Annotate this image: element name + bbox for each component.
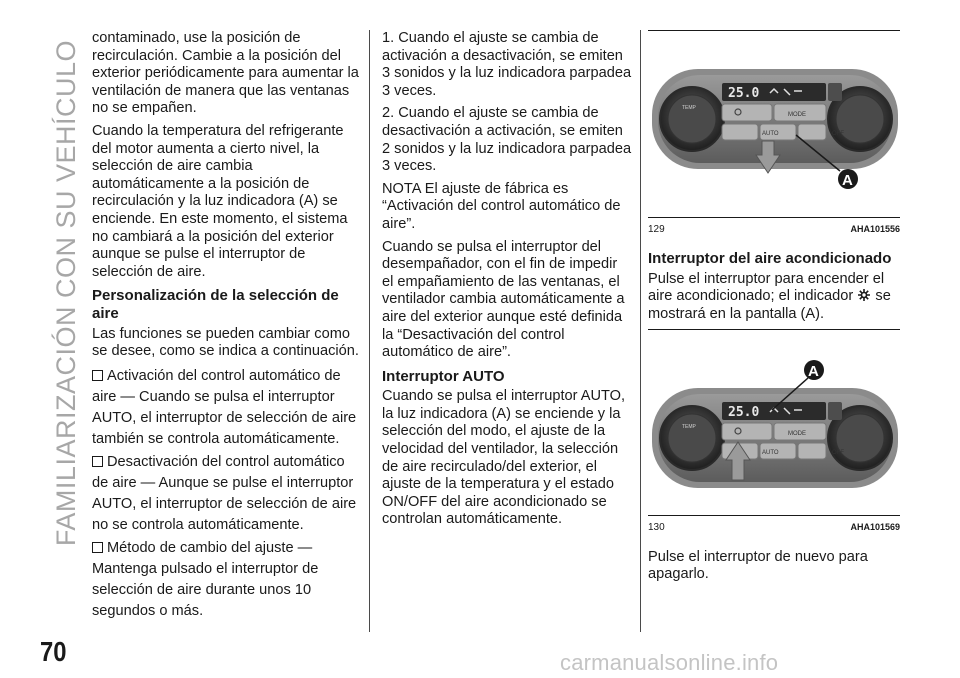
off-button-label: OFF — [832, 449, 844, 456]
list-item: Activación del control automático de aire — Cuando se pulsa el interruptor AUTO, el interruptor de selección de aire también se controla automáticamente. — [92, 367, 357, 447]
paragraph: Cuando se pulsa el interruptor AUTO, la luz indicadora (A) se enciende y la selección del modo, el ajuste de la velocidad del ventilador, la selección de aire recirculado/del exterior, el ajuste de la temperatura y el estado ON/OFF del aire acondicionado se controlan automáticamente. — [382, 388, 626, 528]
figure-130 — [648, 329, 900, 537]
page-number: 70 — [40, 636, 67, 667]
off-button-label: OFF — [832, 131, 844, 137]
callout-label: A — [842, 172, 853, 189]
column-3 — [648, 30, 900, 589]
section-heading: Interruptor AUTO — [382, 367, 505, 385]
climate-panel-illustration — [648, 31, 900, 211]
column-2 — [382, 30, 632, 534]
display-temperature: 25.0 — [728, 86, 760, 101]
figure-code: AHA101556 — [850, 223, 900, 234]
checkbox-bullet-icon — [92, 456, 103, 467]
section-heading: Interruptor del aire acondicionado — [648, 250, 892, 268]
figure-number: 129 — [648, 223, 665, 235]
ac-snowflake-icon — [857, 288, 871, 302]
column-1 — [92, 30, 360, 624]
paragraph: 2. Cuando el ajuste se cambia de desactivación a activación, se emiten 2 sonidos y la luz indicadora parpadea 3 veces. — [382, 105, 632, 175]
paragraph: Cuando la temperatura del refrigerante del motor aumenta a cierto nivel, la selección de aire cambia automáticamente a la posición de recirculación y la luz indicadora (A) se enciende. En este momento, el sistema no cambiará a la posición del exterior aunque se pulse el interruptor de selección de aire. — [92, 122, 348, 280]
figure-129 — [648, 30, 900, 238]
paragraph: 1. Cuando el ajuste se cambia de activación a desactivación, se emiten 3 sonidos y la luz indicadora parpadea 3 veces. — [382, 30, 632, 99]
section-heading: Personalización de la selección de aire — [92, 287, 339, 322]
list-item: Método de cambio del ajuste — Mantenga pulsado el interruptor de selección de aire durante unos 10 segundos o más. — [92, 539, 319, 619]
list-item: Desactivación del control automático de aire — Aunque se pulse el interruptor AUTO, el interruptor de selección de aire no se controla automáticamente. — [92, 453, 357, 533]
note: NOTA El ajuste de fábrica es “Activación del control automático de aire”. — [382, 180, 621, 232]
auto-button-label: AUTO — [762, 449, 779, 456]
figure-caption — [648, 515, 900, 537]
checkbox-bullet-icon — [92, 370, 103, 381]
paragraph: contaminado, use la posición de recirculación. Cambie a la posición del exterior periódicamente para aumentar la ventilación de manera que las ventanas no se empañen. — [92, 30, 359, 117]
paragraph: Las funciones se pueden cambiar como se desee, como se indica a continuación. — [92, 325, 359, 360]
figure-code: AHA101569 — [850, 522, 900, 533]
temp-knob-label: TEMP — [682, 105, 696, 111]
figure-caption — [648, 217, 900, 239]
checkbox-bullet-icon — [92, 542, 103, 553]
watermark: carmanualsonline.info — [560, 650, 779, 675]
figure-number: 130 — [648, 522, 665, 534]
paragraph: Pulse el interruptor para encender el aire acondicionado; el indicador se mostrará en la pantalla (A). — [648, 270, 891, 322]
callout-label: A — [808, 362, 819, 380]
column-divider — [369, 30, 370, 632]
paragraph: Pulse el interruptor de nuevo para apagarlo. — [648, 548, 868, 583]
mode-button-label: MODE — [788, 430, 806, 437]
column-divider — [640, 30, 641, 632]
auto-button-label: AUTO — [762, 131, 779, 137]
paragraph: Cuando se pulsa el interruptor del desempañador, con el fin de impedir el empañamiento de las ventanas, el ventilador cambia automáticamente a aire del exterior aunque esté definida la “Desactivación del control automático de aire”. — [382, 238, 625, 361]
mode-button-label: MODE — [788, 112, 806, 118]
temp-knob-label: TEMP — [682, 423, 696, 430]
display-temperature: 25.0 — [728, 404, 760, 420]
side-section-title: FAMILIARIZACIÓN CON SU VEHÍCULO — [50, 40, 81, 547]
climate-panel-illustration — [648, 330, 900, 510]
